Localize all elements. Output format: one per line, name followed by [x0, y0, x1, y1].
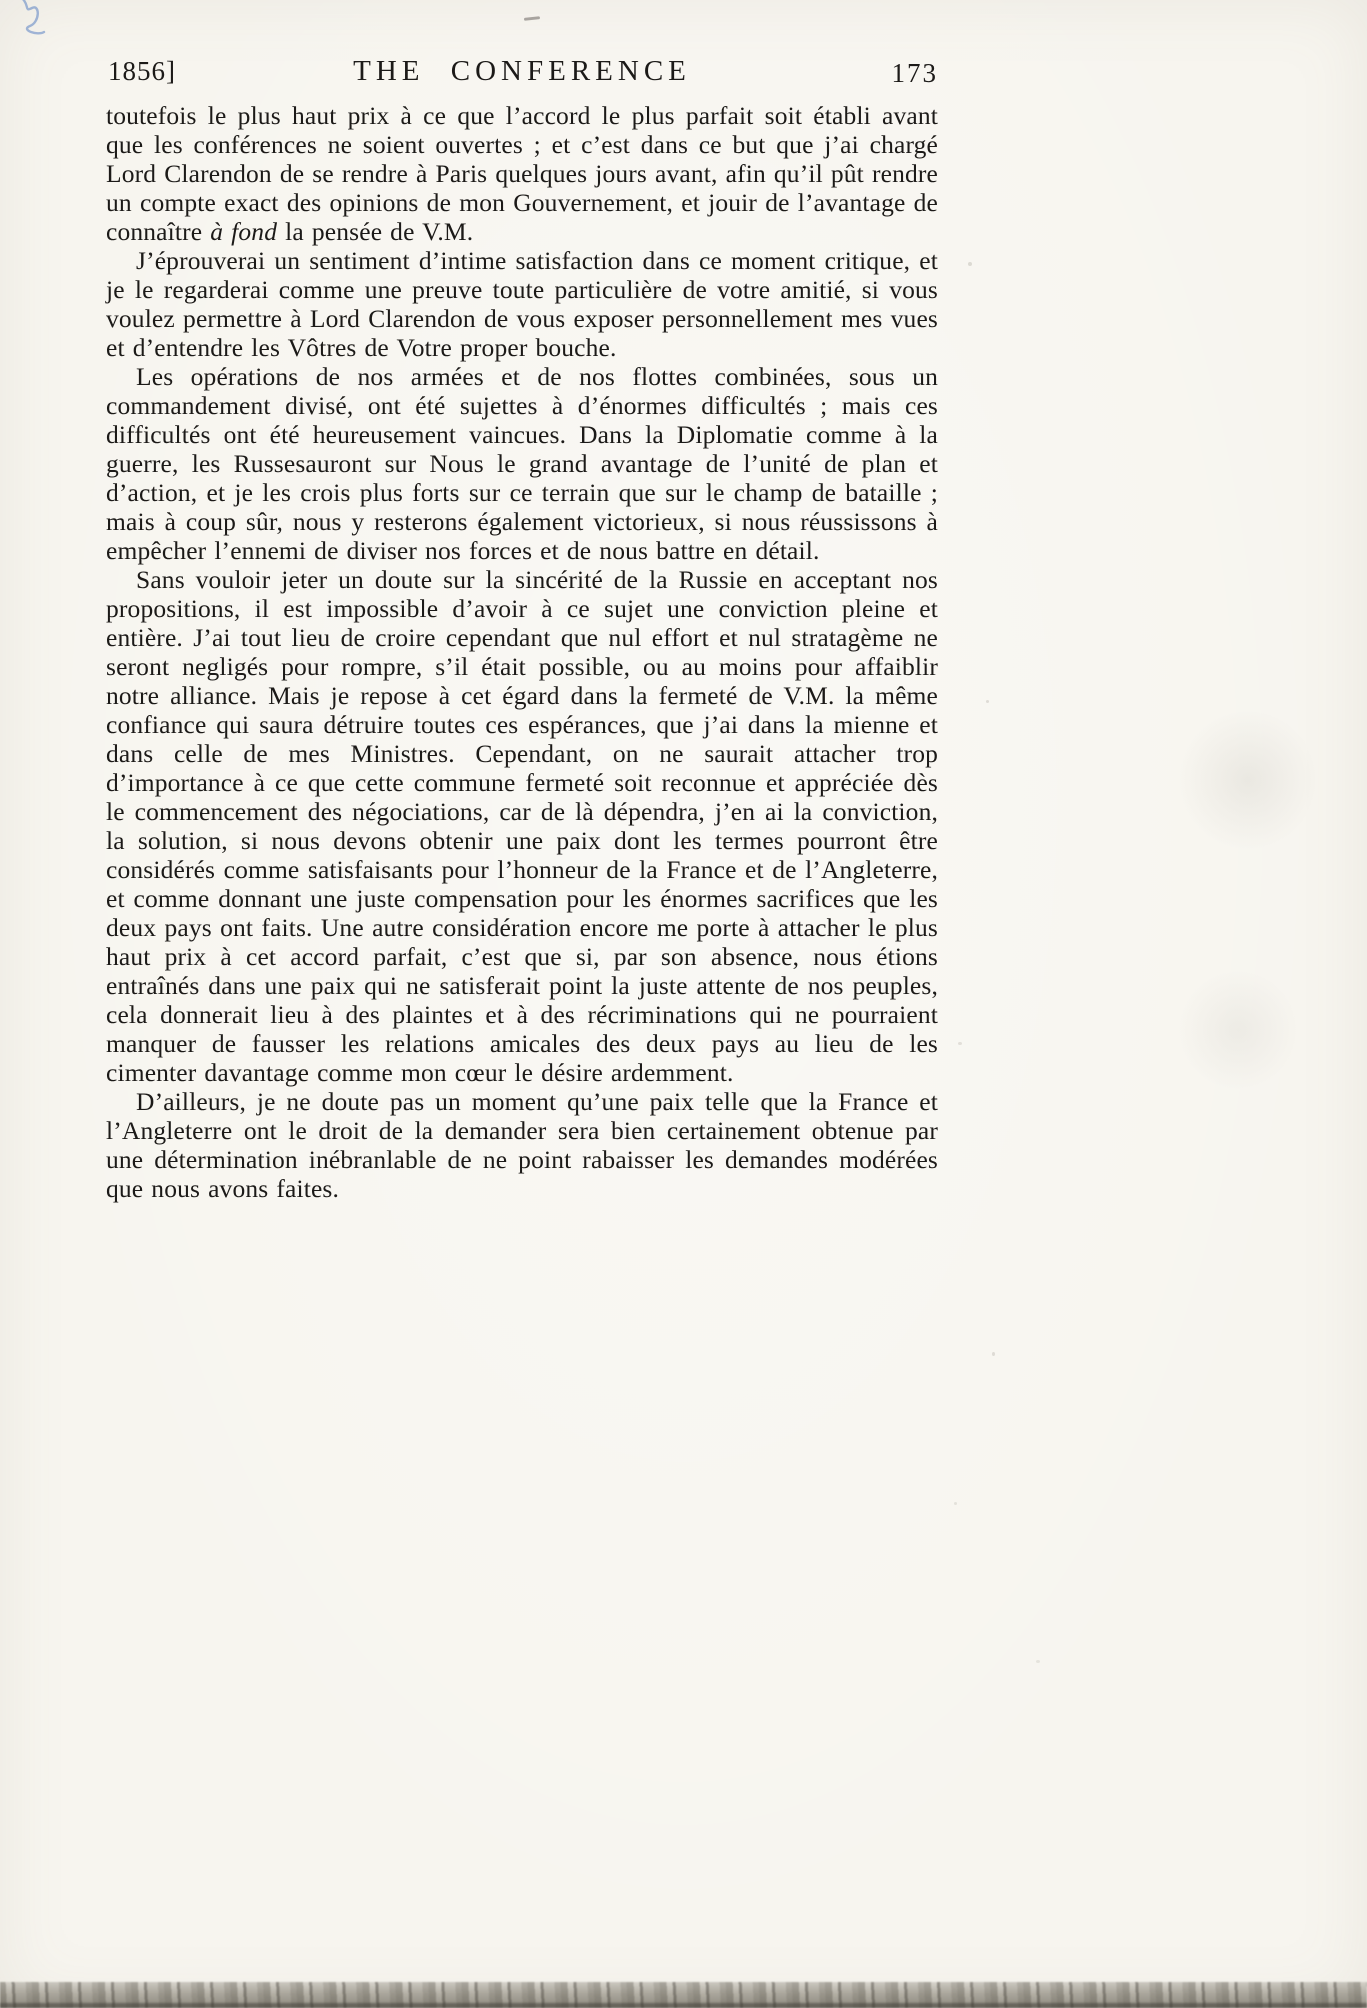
scan-speck [992, 1352, 995, 1356]
scan-speck [1036, 1660, 1040, 1663]
paragraph-3 [106, 362, 938, 565]
paragraph-5 [106, 1087, 938, 1203]
page-body [106, 101, 938, 1203]
pen-mark-icon [16, 0, 56, 40]
scan-speck [968, 262, 972, 266]
running-title: THE CONFERENCE [353, 55, 691, 87]
paragraph-text: la pensée de V.M. [277, 217, 474, 246]
page-header [106, 52, 938, 90]
paragraph-text: Sans vouloir jeter un doute sur la sincérité de la Russie en acceptant nos propositions, il est impossible d’avoir à ce sujet une conviction pleine et entière. J’ai tout lieu de croire cependant que nul effort et nul stratagème ne seront negligés pour rompre, s’il était possible, ou au moins pour affaiblir notre alliance. Mais je repose à cet égard dans la fermeté de V.M. la même confiance qui saura détruire toutes ces espérances, que j’ai dans la mienne et dans celle de mes Ministres. Cependant, on ne saurait attacher trop d’importance à ce que cette commune fermeté soit reconnue et appréciée dès le commencement des négociations, car de là dépendra, j’en ai la conviction, la solution, si nous devons obtenir une paix dont les termes pourront être considérés comme satisfaisants pour l’honneur de la France et de l’Angleterre, et comme donnant une juste compensation pour les énormes sacrifices que les deux pays ont faits. Une autre considération encore me porte à attacher le plus haut prix à cet accord parfait, c’est que si, par son absence, nous étions entraînés dans une paix qui ne satisferait point la juste attente de nos peuples, cela donnerait lieu à des plaintes et à des récriminations qui ne pourraient manquer de fausser les relations amicales des deux pays au lieu de les cimenter davantage comme mon cœur le désire ardemment. [106, 565, 938, 1087]
page-number: 173 [891, 58, 938, 88]
paragraph-text: J’éprouverai un sentiment d’intime satisfaction dans ce moment critique, et je le regarderai comme une preuve toute particulière de votre amitié, si vous voulez permettre à Lord Clarendon de vous exposer personnellement mes vues et d’entendre les Vôtres de Votre proper bouche. [106, 246, 938, 362]
scan-speck [986, 700, 989, 703]
scan-speck [958, 1042, 962, 1045]
paragraph-4 [106, 565, 938, 1087]
scan-dash-mark [524, 16, 540, 21]
header-year: 1856] [108, 56, 176, 86]
paragraph-text: D’ailleurs, je ne doute pas un moment qu’une paix telle que la France et l’Angleterre ont le droit de la demander sera bien certainement obtenue par une détermination inébranlable de ne point rabaisser les demandes modérées que nous avons faites. [106, 1087, 938, 1203]
scan-speck [954, 1502, 957, 1505]
paragraph-1 [106, 101, 938, 246]
paragraph-text: toutefois le plus haut prix à ce que l’accord le plus parfait soit établi avant que les conférences ne soient ouvertes ; et c’est dans ce but que j’ai chargé Lord Clarendon de se rendre à Paris quelques jours avant, afin qu’il pût rendre un compte exact des opinions de mon Gouvernement, et jouir de l’avantage de connaître [106, 101, 938, 246]
paragraph-2 [106, 246, 938, 362]
paragraph-text: Les opérations de nos armées et de nos flottes combinées, sous un commandement divisé, ont été sujettes à d’énormes difficultés ; mais ces difficultés ont été heureusement vaincues. Dans la Diplomatie comme à la guerre, les Russesauront sur Nous le grand avantage de l’unité de plan et d’action, et je les crois plus forts sur ce terrain que sur le champ de bataille ; mais à coup sûr, nous y resterons également victorieux, si nous réussissons à empêcher l’ennemi de diviser nos forces et de nous battre en détail. [106, 362, 938, 565]
scan-artifact-edge [0, 2003, 1367, 2008]
italic-phrase: à fond [210, 217, 278, 246]
